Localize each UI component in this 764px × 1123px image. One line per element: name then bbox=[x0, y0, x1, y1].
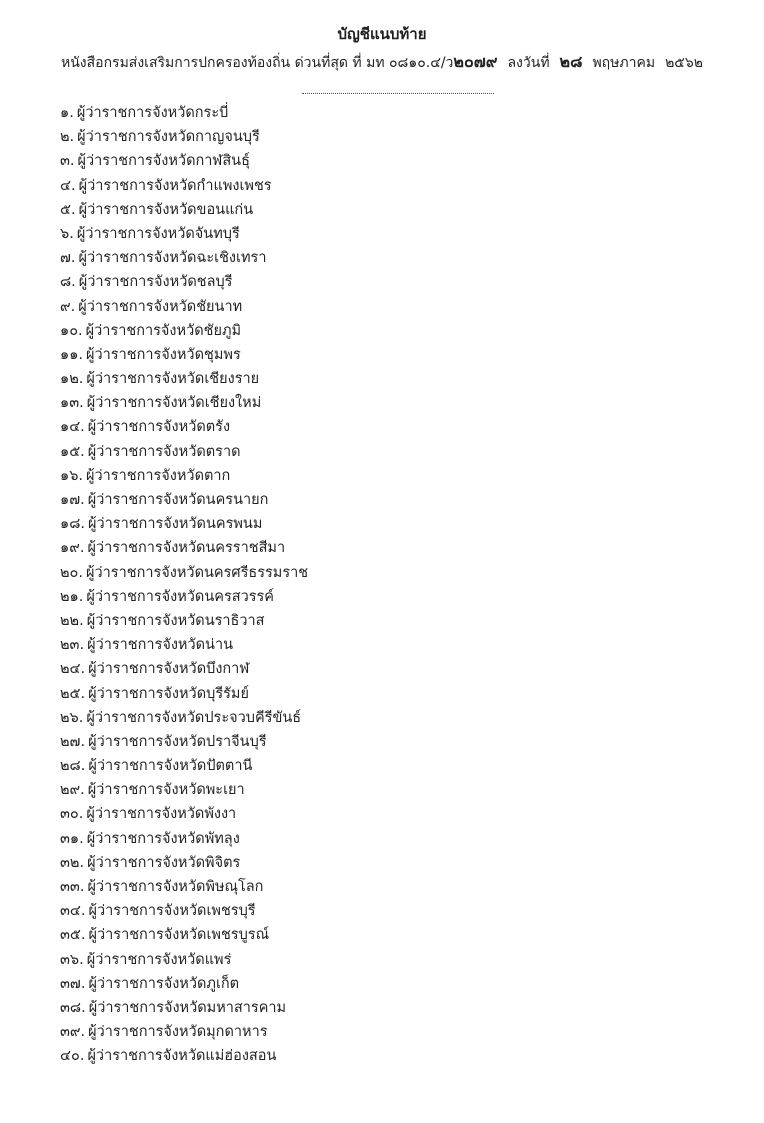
list-item-label: ผู้ว่าราชการจังหวัดเชียงราย bbox=[86, 371, 260, 388]
governor-list bbox=[60, 101, 308, 1069]
list-item-label: ผู้ว่าราชการจังหวัดน่าน bbox=[87, 637, 234, 654]
list-item-number: ๑๖. bbox=[60, 467, 84, 484]
list-item bbox=[60, 319, 308, 343]
list-item-number: ๑๗. bbox=[60, 492, 85, 508]
list-item-number: ๗. bbox=[60, 250, 76, 267]
list-item-number: ๕. bbox=[60, 201, 76, 218]
list-item-number: ๒๐. bbox=[60, 564, 84, 581]
list-item-label: ผู้ว่าราชการจังหวัดกาฬสินธุ์ bbox=[77, 153, 250, 170]
list-item-label: ผู้ว่าราชการจังหวัดนครราชสีมา bbox=[87, 540, 286, 557]
list-item bbox=[60, 754, 308, 778]
list-item-label: ผู้ว่าราชการจังหวัดตาก bbox=[86, 467, 231, 484]
list-item-label: ผู้ว่าราชการจังหวัดตรัง bbox=[87, 419, 231, 436]
list-item bbox=[60, 246, 308, 270]
reference-number: ๒๐๗๙ bbox=[453, 52, 498, 71]
list-item-label: ผู้ว่าราชการจังหวัดเชียงใหม่ bbox=[86, 395, 262, 412]
list-item bbox=[60, 633, 308, 657]
document-subtitle bbox=[0, 50, 764, 75]
list-item bbox=[60, 1020, 308, 1044]
list-item-label: ผู้ว่าราชการจังหวัดกำแพงเพชร bbox=[78, 177, 272, 194]
list-item-number: ๑๒. bbox=[60, 371, 84, 388]
list-item-label: ผู้ว่าราชการจังหวัดเพชรบุรี bbox=[88, 903, 256, 920]
list-item-label: ผู้ว่าราชการจังหวัดเพชรบูรณ์ bbox=[88, 927, 270, 944]
list-item-number: ๓๓. bbox=[60, 879, 85, 895]
list-item bbox=[60, 343, 308, 367]
list-item bbox=[60, 1044, 308, 1068]
list-item-number: ๒. bbox=[60, 129, 75, 146]
list-item bbox=[60, 561, 308, 585]
list-item bbox=[60, 802, 308, 826]
list-item-number: ๒๓. bbox=[60, 637, 85, 654]
list-item-number: ๒๙. bbox=[60, 782, 85, 799]
list-item bbox=[60, 415, 308, 439]
list-item-number: ๘. bbox=[60, 274, 76, 291]
list-item bbox=[60, 972, 308, 996]
list-item-number: ๙. bbox=[60, 298, 76, 315]
list-item-number: ๓๔. bbox=[60, 903, 86, 920]
list-item-label: ผู้ว่าราชการจังหวัดชัยนาท bbox=[78, 298, 243, 315]
list-item bbox=[60, 125, 308, 149]
list-item-number: ๓๘. bbox=[60, 999, 86, 1016]
list-item-label: ผู้ว่าราชการจังหวัดบึงกาฬ bbox=[88, 661, 250, 678]
list-item-label: ผู้ว่าราชการจังหวัดพังงา bbox=[86, 806, 237, 823]
list-item-label: ผู้ว่าราชการจังหวัดขอนแก่น bbox=[78, 201, 254, 218]
list-item bbox=[60, 174, 308, 198]
dotted-divider bbox=[302, 93, 494, 94]
date-label: ลงวันที่ bbox=[507, 55, 550, 71]
list-item-number: ๓๕. bbox=[60, 927, 86, 944]
list-item-number: ๒๖. bbox=[60, 709, 84, 726]
list-item-number: ๑๙. bbox=[60, 540, 85, 557]
list-item-number: ๒๒. bbox=[60, 612, 84, 629]
list-item-number: ๒๗. bbox=[60, 733, 86, 750]
list-item bbox=[60, 899, 308, 923]
list-item bbox=[60, 657, 308, 681]
list-item-label: ผู้ว่าราชการจังหวัดตราด bbox=[87, 443, 241, 460]
list-item bbox=[60, 488, 308, 512]
list-item-number: ๒๔. bbox=[60, 661, 86, 678]
list-item-number: ๑๘. bbox=[60, 516, 85, 533]
list-item-number: ๓๐. bbox=[60, 806, 84, 823]
list-item-label: ผู้ว่าราชการจังหวัดชัยภูมิ bbox=[85, 322, 242, 339]
list-item bbox=[60, 536, 308, 560]
list-item bbox=[60, 367, 308, 391]
list-item bbox=[60, 923, 308, 947]
list-item bbox=[60, 270, 308, 294]
list-item-label: ผู้ว่าราชการจังหวัดบุรีรัมย์ bbox=[88, 685, 249, 702]
list-item-label: ผู้ว่าราชการจังหวัดชุมพร bbox=[86, 346, 241, 363]
list-item bbox=[60, 730, 308, 754]
list-item-label: ผู้ว่าราชการจังหวัดชลบุรี bbox=[78, 274, 233, 291]
list-item-number: ๑๑. bbox=[60, 346, 84, 363]
list-item-label: ผู้ว่าราชการจังหวัดนครศรีธรรมราช bbox=[86, 564, 309, 581]
document-title: บัญชีแนบท้าย bbox=[337, 25, 427, 43]
list-item-number: ๑๔. bbox=[60, 419, 85, 436]
list-item-number: ๑๕. bbox=[60, 443, 85, 460]
list-item-label: ผู้ว่าราชการจังหวัดพิษณุโลก bbox=[87, 879, 264, 895]
list-item-number: ๓. bbox=[60, 153, 75, 170]
list-item bbox=[60, 295, 308, 319]
list-item-number: ๔๐. bbox=[60, 1048, 85, 1065]
list-item-label: ผู้ว่าราชการจังหวัดกาญจนบุรี bbox=[77, 129, 260, 146]
list-item-number: ๔. bbox=[60, 177, 76, 194]
list-item-number: ๓๒. bbox=[60, 854, 85, 871]
list-item-label: ผู้ว่าราชการจังหวัดแม่ฮ่องสอน bbox=[87, 1048, 277, 1065]
list-item-number: ๖. bbox=[60, 225, 74, 242]
list-item-number: ๓๙. bbox=[60, 1024, 86, 1041]
list-item-number: ๒๑. bbox=[60, 588, 84, 605]
list-item-number: ๓๗. bbox=[60, 975, 86, 992]
date-year: ๒๕๖๒ bbox=[665, 55, 704, 71]
list-item-label: ผู้ว่าราชการจังหวัดประจวบคีรีขันธ์ bbox=[86, 709, 302, 726]
list-item-label: ผู้ว่าราชการจังหวัดฉะเชิงเทรา bbox=[78, 250, 267, 267]
list-item-label: ผู้ว่าราชการจังหวัดนครพนม bbox=[88, 516, 263, 533]
list-item-label: ผู้ว่าราชการจังหวัดกระบี่ bbox=[76, 105, 229, 121]
list-item-label: ผู้ว่าราชการจังหวัดพะเยา bbox=[87, 782, 245, 799]
list-item-label: ผู้ว่าราชการจังหวัดมหาสารคาม bbox=[88, 999, 287, 1016]
date-month: พฤษภาคม bbox=[592, 55, 656, 71]
list-item bbox=[60, 948, 308, 972]
list-item bbox=[60, 682, 308, 706]
list-item-label: ผู้ว่าราชการจังหวัดภูเก็ต bbox=[88, 975, 240, 992]
reference-prefix: หนังสือกรมส่งเสริมการปกครองท้องถิ่น ด่วนที่สุด ที่ มท ๐๘๑๐.๔/ว bbox=[60, 55, 454, 71]
list-item-label: ผู้ว่าราชการจังหวัดจันทบุรี bbox=[76, 225, 240, 242]
list-item-number: ๓๖. bbox=[60, 951, 84, 968]
list-item bbox=[60, 778, 308, 802]
list-item bbox=[60, 391, 308, 415]
list-item bbox=[60, 875, 308, 899]
list-item-label: ผู้ว่าราชการจังหวัดมุกดาหาร bbox=[88, 1024, 268, 1041]
list-item bbox=[60, 827, 308, 851]
list-item-label: ผู้ว่าราชการจังหวัดพัทลุง bbox=[86, 830, 240, 847]
date-day: ๒๘ bbox=[559, 52, 583, 71]
list-item-number: ๓๑. bbox=[60, 830, 84, 847]
list-item-label: ผู้ว่าราชการจังหวัดนครนายก bbox=[87, 492, 269, 508]
list-item-label: ผู้ว่าราชการจังหวัดนครสวรรค์ bbox=[86, 588, 274, 605]
list-item-number: ๒๘. bbox=[60, 758, 86, 775]
list-item bbox=[60, 222, 308, 246]
list-item-label: ผู้ว่าราชการจังหวัดแพร่ bbox=[86, 951, 232, 968]
list-item-number: ๑. bbox=[60, 105, 74, 121]
list-item bbox=[60, 198, 308, 222]
list-item bbox=[60, 585, 308, 609]
list-item-label: ผู้ว่าราชการจังหวัดนราธิวาส bbox=[86, 612, 265, 629]
list-item-label: ผู้ว่าราชการจังหวัดพิจิตร bbox=[87, 854, 241, 871]
list-item bbox=[60, 101, 308, 125]
list-item-number: ๑๓. bbox=[60, 395, 84, 412]
list-item bbox=[60, 464, 308, 488]
list-item-number: ๒๕. bbox=[60, 685, 86, 702]
list-item-label: ผู้ว่าราชการจังหวัดปัตตานี bbox=[88, 758, 253, 775]
list-item bbox=[60, 609, 308, 633]
list-item bbox=[60, 706, 308, 730]
list-item-number: ๑๐. bbox=[60, 322, 83, 339]
list-item-label: ผู้ว่าราชการจังหวัดปราจีนบุรี bbox=[88, 733, 267, 750]
list-item bbox=[60, 149, 308, 173]
list-item bbox=[60, 996, 308, 1020]
list-item bbox=[60, 512, 308, 536]
list-item bbox=[60, 851, 308, 875]
list-item bbox=[60, 440, 308, 464]
